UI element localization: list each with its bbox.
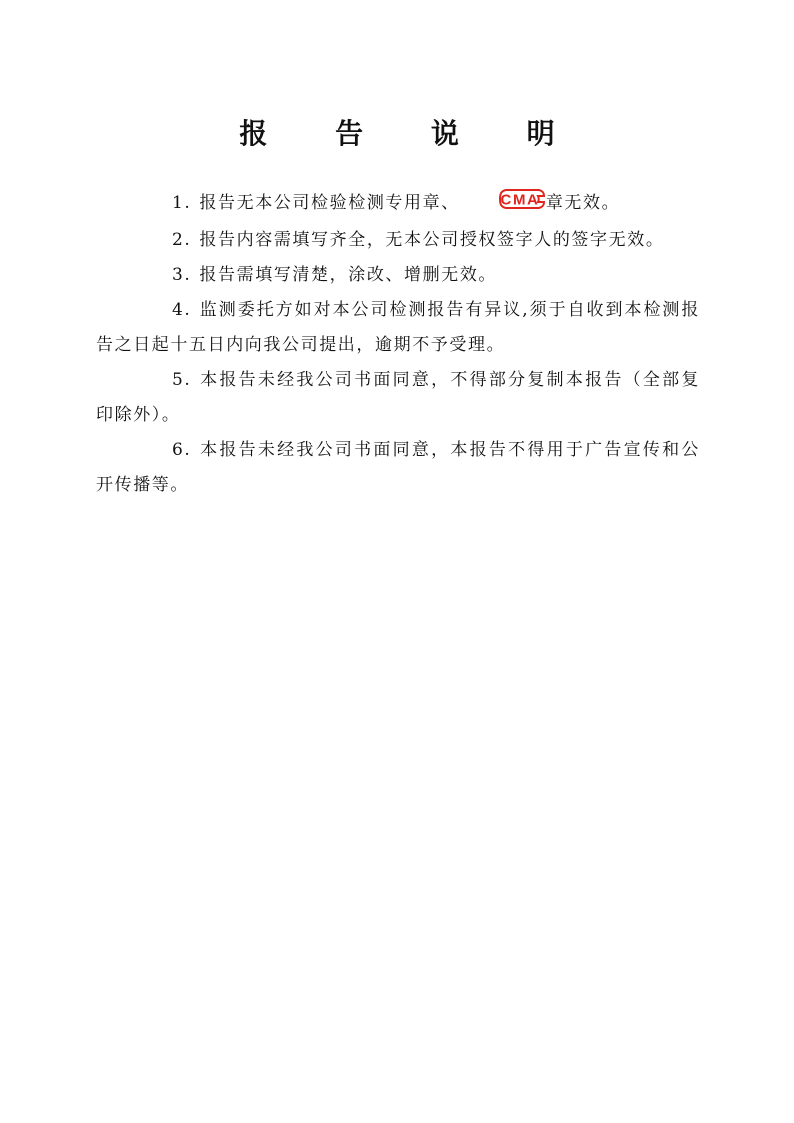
note-text: 监测委托方如对本公司检测报告有异议,须于自收到本检测报告之日起十五日内向我公司提出，逾期不予受理。	[96, 300, 700, 355]
note-number: 6.	[172, 440, 192, 460]
note-text: 报告内容需填写齐全，无本公司授权签字人的签字无效。	[199, 230, 665, 250]
cma-mark-label: CMA	[500, 191, 540, 209]
note-text: 报告需填写清楚，涂改、增删无效。	[199, 265, 498, 285]
note-text: 报告无本公司检验检测专用章、	[199, 193, 460, 213]
note-item-2	[96, 223, 700, 258]
note-item-3	[96, 258, 700, 293]
note-number: 4.	[172, 300, 192, 320]
note-number: 3.	[172, 265, 192, 285]
note-item-6	[96, 433, 700, 503]
notes-list	[96, 186, 700, 503]
cma-mark-icon	[461, 188, 545, 223]
note-item-4	[96, 293, 700, 363]
note-number: 1.	[172, 193, 192, 213]
note-text-suffix: 章无效。	[545, 193, 621, 213]
note-item-1	[96, 186, 700, 223]
note-item-5	[96, 363, 700, 433]
page-title: 报 告 说 明	[239, 117, 584, 150]
note-number: 5.	[172, 370, 192, 390]
note-text: 本报告未经我公司书面同意，本报告不得用于广告宣传和公开传播等。	[96, 440, 700, 495]
note-number: 2.	[172, 230, 192, 250]
note-text: 本报告未经我公司书面同意，不得部分复制本报告（全部复印除外）。	[96, 370, 700, 425]
